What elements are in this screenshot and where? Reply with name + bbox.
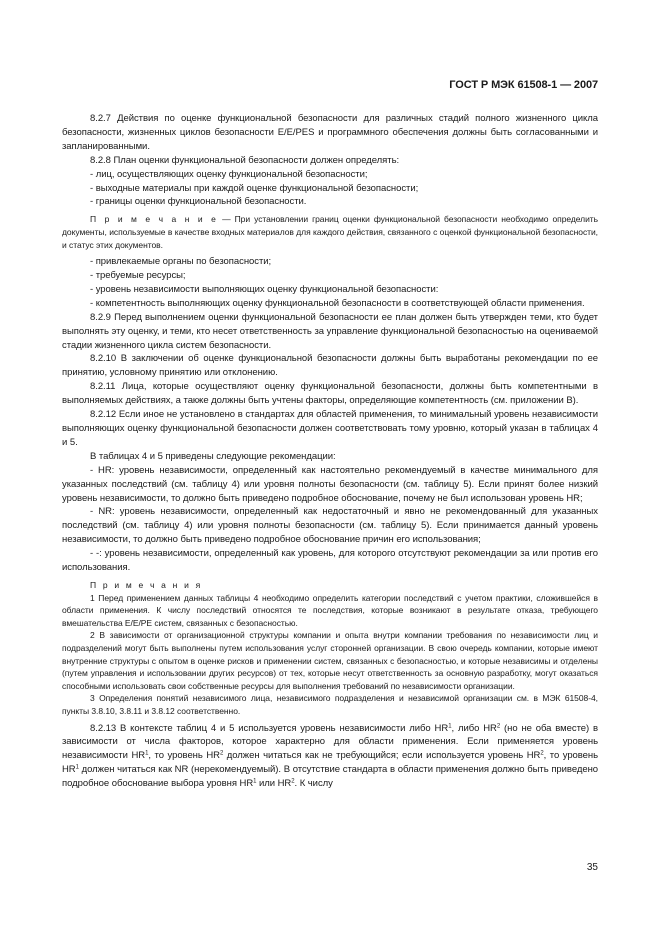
list-item-hr: - HR: уровень независимости, определенный как настоятельно рекомендуемый в качестве минимального для указанных последствий (см. таблицу 4) или уровня полноты безопасности (см. таблицу 5). Если принят более низкий уровень независимости, то должно быть приведено подробное обоснование, почему не был использован уровень HR; (62, 464, 598, 504)
note-label: П р и м е ч а н и е (90, 214, 219, 225)
notes-heading: П р и м е ч а н и я (90, 579, 203, 590)
note-item-3: 3 Определения понятий независимого лица, независимого подразделения и независимой организации см. в МЭК 61508-4, пункты 3.8.10, 3.8.11 и 3.8.12 соответственно. (62, 693, 598, 716)
list-item-nr: - NR: уровень независимости, определенный как недостаточный и явно не рекомендованный для указанных последствий (см. таблицу 4) или уровня полноты безопасности (см. таблицу 5). Если принимается данный уровень независимости, то должно быть приведено подробное обоснование причин его использования; (62, 506, 598, 546)
list-item: - лиц, осуществляющих оценку функциональной безопасности; (90, 168, 368, 180)
list-item: - выходные материалы при каждой оценке функциональной безопасности; (90, 182, 419, 194)
list-item: - привлекаемые органы по безопасности; (90, 256, 272, 268)
note-item-1: 1 Перед применением данных таблицы 4 необходимо определить категории последствий с учетом практики, сложившейся в области применения. К числу последствий относятся те последствия, которые возникают в результате отказа, требующего вмешательства E/E/PE систем, связанных с безопасностью. (62, 592, 598, 628)
document-body (62, 112, 598, 791)
page-number: 35 (586, 862, 598, 873)
paragraph-8-2-7: 8.2.7 Действия по оценке функциональной безопасности для различных стадий полного жизненного цикла безопасности, жизненных циклов безопасности E/E/PES и программного обеспечения должны быть согласованными и запланированными. (62, 113, 598, 152)
paragraph-8-2-10: 8.2.10 В заключении об оценке функциональной безопасности должны быть выработаны рекомендации по ее принятию, условному принятию или отклонению. (62, 353, 598, 379)
list-item: - требуемые ресурсы; (90, 270, 186, 282)
paragraph-8-2-11: 8.2.11 Лица, которые осуществляют оценку функциональной безопасности, должны быть компетентными в выполняемых действиях, а также должны быть учтены факторы, определяющие компетентность (см. приложении В). (62, 381, 598, 407)
list-item: - границы оценки функциональной безопасности. (90, 196, 307, 208)
note-paragraph (62, 213, 598, 251)
paragraph-8-2-13: 8.2.13 В контексте таблиц 4 и 5 используется уровень независимости либо $HR^1$, либо $HR^2$ (но не оба вместе) в зависимости от числа факторов, которое характерно для области применения. Если применяется уровень независимости $HR^1$, то уровень $HR^2$ должен читаться как не требующийся; если используется уровень $HR^2$, то уровень $HR^1$ должен читаться как NR (нерекомендуемый). В отсутствие стандарта в области применения должно быть приведено подробное обоснование выбора уровня $HR^1$ или $HR^2$. К числу (62, 722, 599, 790)
paragraph-8-2-12: 8.2.12 Если иное не установлено в стандартах для областей применения, то минимальный уровень независимости выполняющих оценку функциональной безопасности должен соответствовать тому уровню, который указан в таблицах 4 и 5. (62, 409, 598, 448)
note-item-2: 2 В зависимости от организационной структуры компании и опыта внутри компании требования по независимости лиц и подразделений могут быть выполнены путем использования услуг сторонней организации. В свою очередь компании, которые имеют внутренние структуры с опытом в оценке рисков и применении систем, связанных с безопасностью, и которые независимы и отделены (путем управления и использовании других ресурсов) от тех, которые несут ответственность за основную разработку, могут оказаться способными использовать свои собственные ресурсы для выполнения требований по независимости организации. (62, 630, 598, 691)
list-item: - уровень независимости выполняющих оценку функциональной безопасности: (90, 283, 439, 295)
paragraph-tables-intro: В таблицах 4 и 5 приведены следующие рекомендации: (90, 450, 336, 462)
paragraph-8-2-8: 8.2.8 План оценки функциональной безопасности должен определять: (90, 154, 400, 166)
document-header: ГОСТ Р МЭК 61508-1 — 2007 (449, 79, 598, 91)
note-text: — При установлении границ оценки функциональной безопасности необходимо определить документы, используемые в качестве входных материалов для каждого действия, связанного с оценкой функциональной безопасности, и статус этих документов. (62, 214, 598, 250)
list-item-dash: - -: уровень независимости, определенный как уровень, для которого отсутствуют рекомендации за или против его использования. (62, 548, 598, 574)
paragraph-8-2-9: 8.2.9 Перед выполнением оценки функциональной безопасности ее план должен быть утвержден теми, кто будет выполнять эту оценку, и теми, кто несет ответственность за управление функциональной безопасностью на оцениваемой стадии жизненного цикла систем безопасности. (62, 311, 598, 351)
list-item: - компетентность выполняющих оценку функциональной безопасности в соответствующей области применения. (90, 297, 585, 309)
